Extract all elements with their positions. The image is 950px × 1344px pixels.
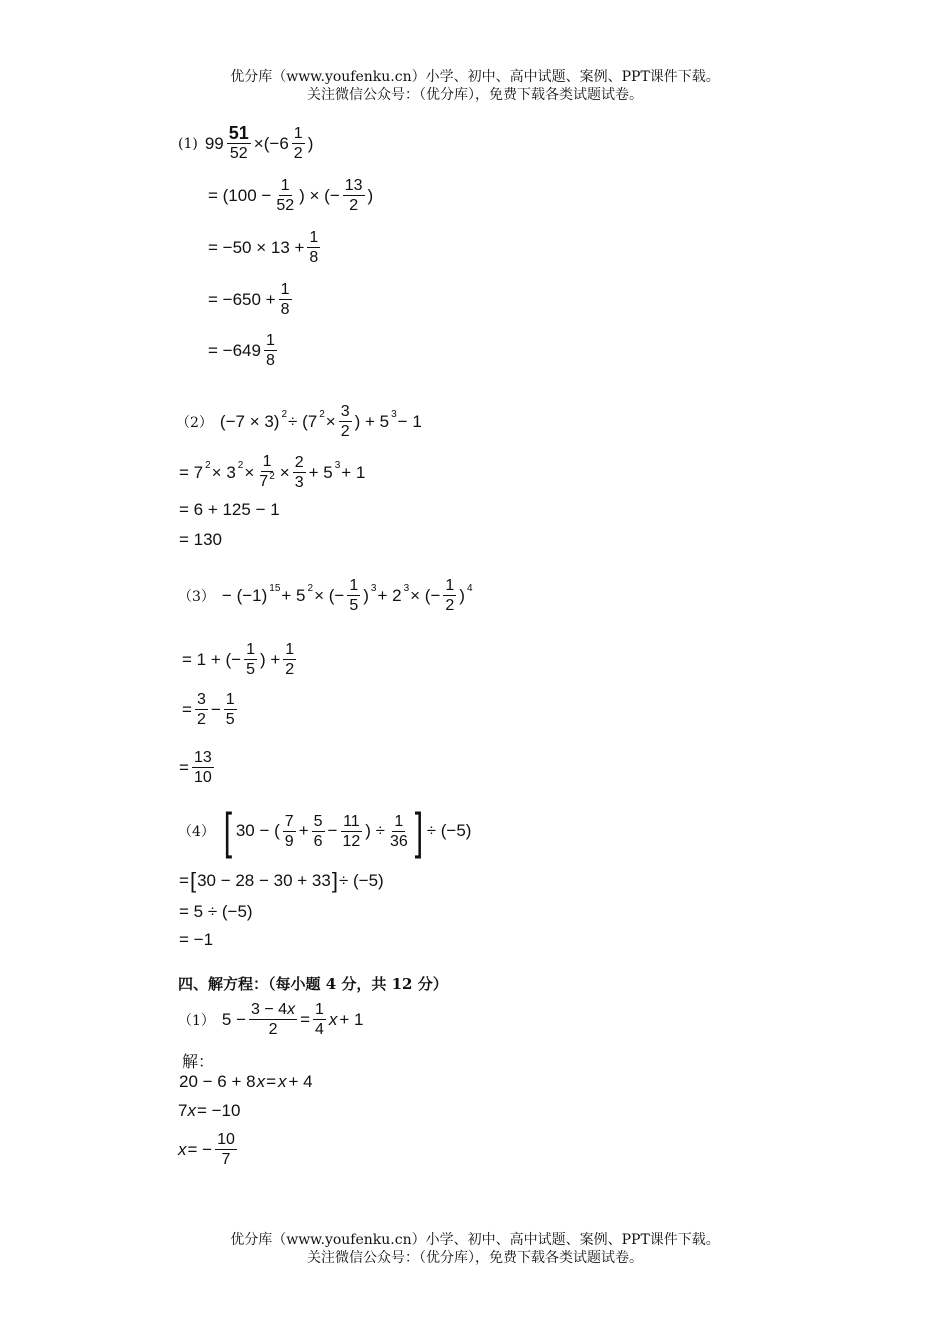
fraction: $\frac{13}{2}$ xyxy=(344,177,363,214)
fraction: 7 9 xyxy=(284,812,294,850)
p4-step-2: = 5 ÷ (−5) xyxy=(179,902,253,921)
p2-step-1: = 7 $^2$ × 3 $^2$ × $\frac{1}{7^2}$ × $\frac{2}{3}$ + 5 $^3$ + 1 xyxy=(179,453,366,491)
p1-step-3: = −650 + $\frac{1}{8}$ xyxy=(208,281,290,318)
footer-line-2: 关注微信公众号：（优分库），免费下载各类试题试卷。 xyxy=(307,1250,643,1266)
p1-step-4: = −649 1 8 xyxy=(208,332,275,369)
p1-question: (1) 99 $\frac{51}{52}$ ×(−6 1 2 ) xyxy=(178,123,314,162)
section-title: 四、解方程：（每小题 4 分，共 12 分） xyxy=(178,975,448,993)
p3-step-3: = $\frac{13}{10}$ xyxy=(179,749,212,786)
fraction: $\frac{1}{8}$ xyxy=(309,229,319,266)
header-line-2: 关注微信公众号：（优分库），免费下载各类试题试卷。 xyxy=(307,87,643,103)
s4-question: （1） 5 − $\frac{3 - 4x}{2}$ = $\frac{1}{4}$ x + 1 xyxy=(178,1001,364,1038)
p4-step-1: = [ 30 − 28 − 30 + 33 ] ÷ (−5) xyxy=(179,868,384,893)
fraction: $\frac{2}{3}$ xyxy=(294,454,304,491)
solution-label: 解： xyxy=(182,1052,215,1071)
p1-step-1: = (100 − $\frac{1}{52}$ ) × (− $\frac{13}{2}$ ) xyxy=(208,177,374,214)
fraction: 1 8 xyxy=(265,332,275,369)
p2-question: （2） (−7 × 3) $^2$ ÷ (7 $^2$ × $\frac{3}{2}$ ) + 5 $^3$ − 1 xyxy=(176,403,422,440)
fraction: $\frac{13}{10}$ xyxy=(193,749,212,786)
fraction: $\frac{10}{7}$ xyxy=(217,1131,235,1168)
page-footer xyxy=(0,1231,950,1267)
p3-step-1: = 1 + (− $\frac{1}{5}$ ) + $\frac{1}{2}$ xyxy=(182,641,295,678)
fraction: $\frac{1}{4}$ xyxy=(315,1001,324,1038)
s4-step-3: x = − $\frac{10}{7}$ xyxy=(178,1131,235,1168)
p2-step-3: = 130 xyxy=(179,530,223,549)
fraction: $\frac{1}{5}$ xyxy=(225,691,235,728)
fraction: $\frac{1}{36}$ xyxy=(389,812,408,850)
p3-question: （3） − (−1) $^{15}$ + 5 $^2$ × (− $\frac{1}{5}$ ) $^3$ + 2 $^3$ × (− $\frac{1}{2}$ ) $^4$ xyxy=(178,577,473,614)
fraction: $\frac{1}{8}$ xyxy=(280,281,290,318)
fraction: $\frac{51}{52}$ xyxy=(228,123,249,162)
fraction: 1 2 xyxy=(293,125,303,162)
fraction: $\frac{3 - 4x}{2}$ xyxy=(251,1001,296,1038)
left-bracket-icon: [ xyxy=(223,803,233,859)
fraction: $\frac{5}{6}$ xyxy=(313,812,323,850)
s4-step-2: 7 x = −10 xyxy=(178,1101,241,1120)
footer-line-1: 优分库（www.youfenku.cn）小学、初中、高中试题、案例、PPT课件下载。 xyxy=(230,1232,720,1248)
p1-step-2: = −50 × 13 + $\frac{1}{8}$ xyxy=(208,229,319,266)
p4-question: （4） [ 30 − ( 7 9 + $\frac{5}{6}$ − $\frac{11}{12}$ ) ÷ $\frac{1}{36}$ ] ÷ (−5) xyxy=(178,803,472,859)
fraction: $\frac{3}{2}$ xyxy=(340,403,350,440)
fraction: $\frac{11}{12}$ xyxy=(342,812,361,850)
fraction: $\frac{3}{2}$ xyxy=(196,691,206,728)
fraction: $\frac{1}{52}$ xyxy=(276,177,295,214)
header-line-1: 优分库（www.youfenku.cn）小学、初中、高中试题、案例、PPT课件下载。 xyxy=(230,69,720,85)
page-header xyxy=(0,68,950,104)
s4-step-1: 20 − 6 + 8 x = x + 4 xyxy=(179,1072,313,1091)
p3-step-2: = $\frac{3}{2}$ − $\frac{1}{5}$ xyxy=(182,691,235,728)
fraction: $\frac{1}{2}$ xyxy=(445,577,455,614)
fraction: $\frac{1}{2}$ xyxy=(285,641,295,678)
right-bracket-icon: ] xyxy=(331,868,338,893)
fraction: $\frac{1}{5}$ xyxy=(349,577,359,614)
fraction: $\frac{1}{7^2}$ xyxy=(259,453,275,490)
p4-step-3: = −1 xyxy=(179,930,214,949)
right-bracket-icon: ] xyxy=(414,803,423,859)
p2-step-2: = 6 + 125 − 1 xyxy=(179,500,280,519)
fraction: $\frac{1}{5}$ xyxy=(246,641,255,678)
left-bracket-icon: [ xyxy=(189,868,197,893)
